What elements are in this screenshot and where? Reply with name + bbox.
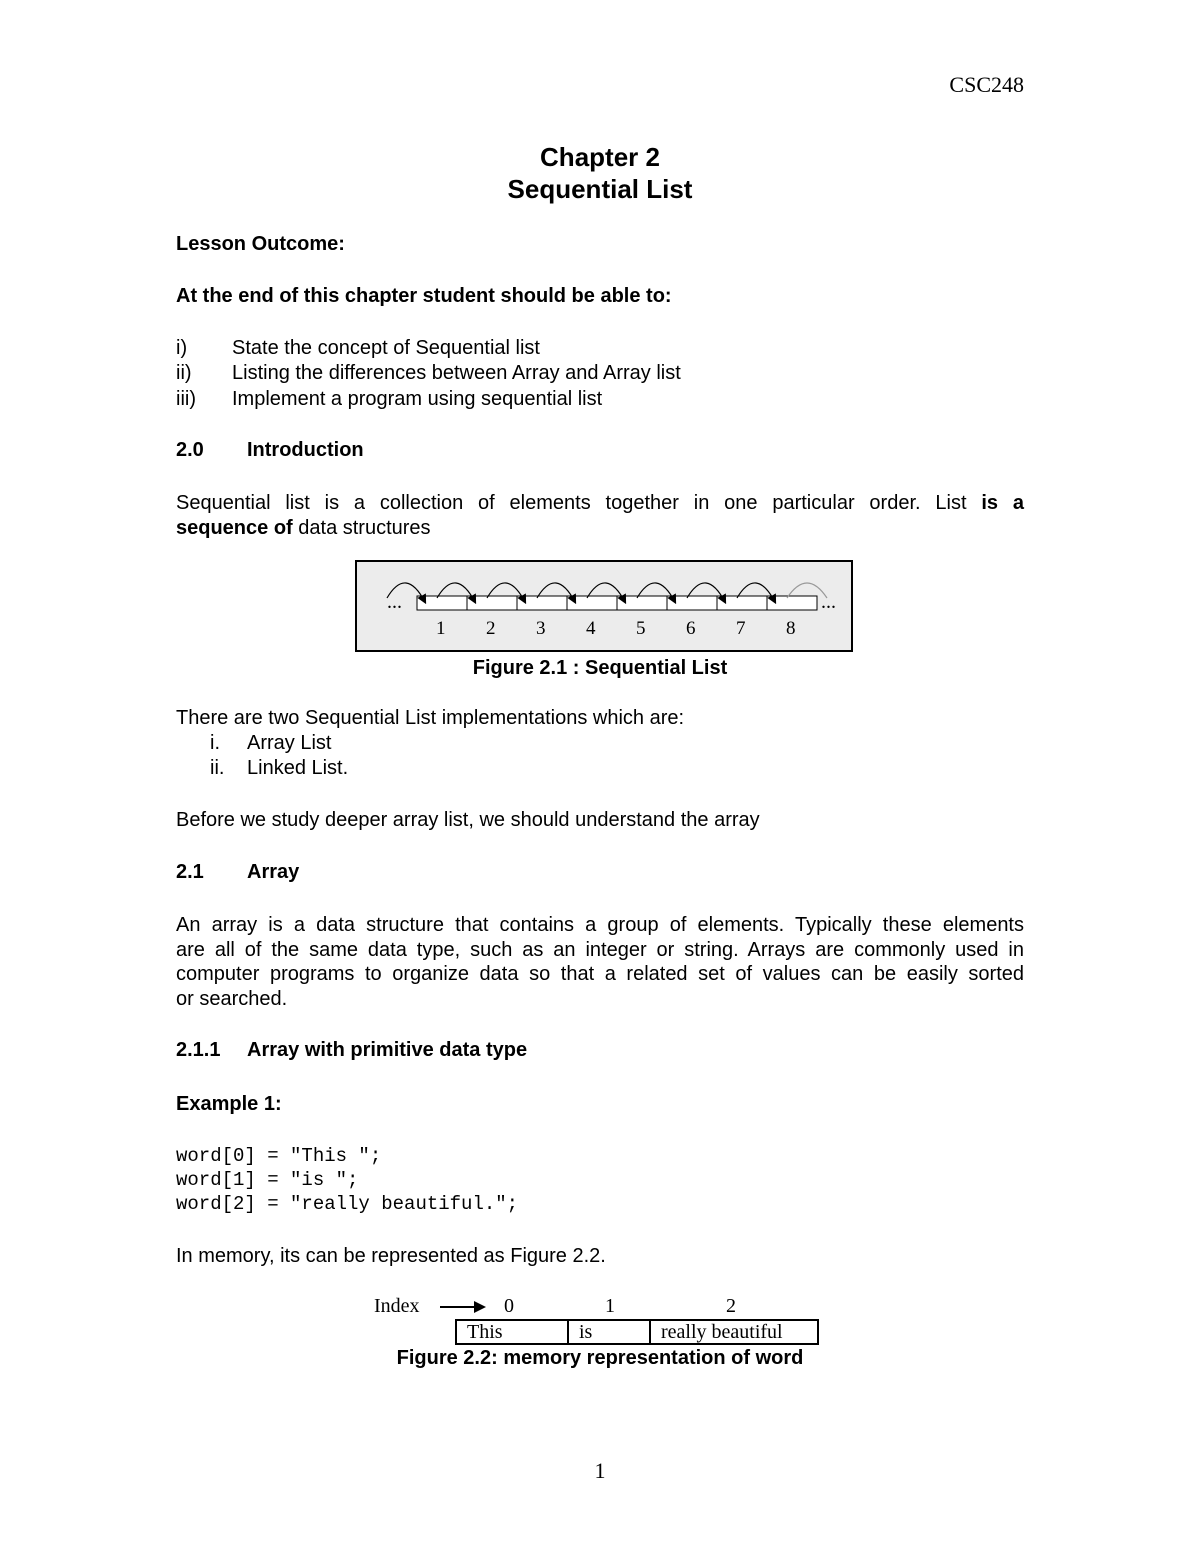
lesson-outcome-heading: Lesson Outcome: [176, 233, 345, 255]
ellipsis-right: ... [821, 591, 836, 613]
element-number: 8 [786, 618, 796, 639]
memory-text: In memory, its can be represented as Figure 2.2. [176, 1245, 606, 1267]
index-value: 1 [605, 1295, 615, 1317]
section-title: Array [247, 861, 300, 883]
outcome-num: i) [176, 337, 188, 359]
element-number: 2 [486, 618, 496, 639]
element-number: 4 [586, 618, 596, 639]
implementations-intro: There are two Sequential List implementations which are: [176, 707, 685, 729]
intro-text: Sequential list is a collection of elements together in one particular order. [176, 492, 921, 514]
impl-item: Array List [247, 732, 332, 754]
code-line: word[0] = "This "; [176, 1145, 382, 1167]
sequential-list-figure [355, 560, 853, 652]
index-value: 2 [726, 1295, 736, 1317]
index-arrow-icon [438, 1297, 490, 1317]
array-para-line: are all of the same data type, such as an integer or string. Arrays are commonly used in [176, 939, 1024, 961]
figure-caption: Figure 2.1 : Sequential List [472, 657, 728, 679]
section-number: 2.0 [176, 439, 204, 461]
array-para-line: or searched. [176, 988, 288, 1010]
element-number: 6 [686, 618, 696, 639]
chapter-subject: Sequential List [507, 174, 693, 204]
chapter-title: Chapter 2 [540, 142, 660, 172]
array-para-line: An array is a data structure that contains a group of elements. Typically these elements [176, 914, 1024, 936]
intro-paragraph-line1 [176, 491, 1024, 516]
intro-text-bold: is a [981, 492, 1024, 514]
impl-num: ii. [210, 757, 225, 779]
ellipsis-left: ... [387, 591, 402, 613]
outcome-num: iii) [176, 388, 196, 410]
outcome-item: State the concept of Sequential list [232, 337, 540, 359]
sequential-list-diagram [357, 562, 851, 650]
outcome-num: ii) [176, 362, 192, 384]
figure-caption: Figure 2.2: memory representation of word [396, 1347, 804, 1369]
impl-num: i. [210, 732, 220, 754]
index-label: Index [374, 1295, 420, 1317]
subsection-number: 2.1.1 [176, 1039, 221, 1061]
intro-text-list: List [935, 492, 967, 514]
element-number: 7 [736, 618, 746, 639]
intro-text: data structures [298, 517, 431, 539]
outcome-intro: At the end of this chapter student should be able to: [176, 285, 672, 307]
memory-table [455, 1319, 819, 1345]
impl-item: Linked List. [247, 757, 349, 779]
intro-text-bold: sequence of [176, 517, 293, 539]
element-number: 1 [436, 618, 446, 639]
subsection-title: Array with primitive data type [247, 1039, 528, 1061]
outcome-item: Listing the differences between Array and Array list [232, 362, 681, 384]
before-text: Before we study deeper array list, we should understand the array [176, 809, 760, 831]
intro-paragraph-line2 [176, 516, 1024, 541]
course-code: CSC248 [949, 72, 1024, 97]
element-number: 3 [536, 618, 546, 639]
element-number: 5 [636, 618, 646, 639]
memory-row [456, 1320, 818, 1344]
memory-cell: really beautiful [650, 1320, 818, 1344]
code-line: word[1] = "is "; [176, 1169, 359, 1191]
memory-cell: This [456, 1320, 568, 1344]
array-para-line: computer programs to organize data so that a related set of values can be easily sorted [176, 963, 1024, 985]
outcome-item: Implement a program using sequential list [232, 388, 603, 410]
example-heading: Example 1: [176, 1093, 282, 1115]
section-title: Introduction [247, 439, 364, 461]
index-value: 0 [504, 1295, 514, 1317]
code-line: word[2] = "really beautiful."; [176, 1193, 519, 1215]
page-number: 1 [594, 1458, 606, 1483]
section-number: 2.1 [176, 861, 204, 883]
memory-cell: is [568, 1320, 650, 1344]
